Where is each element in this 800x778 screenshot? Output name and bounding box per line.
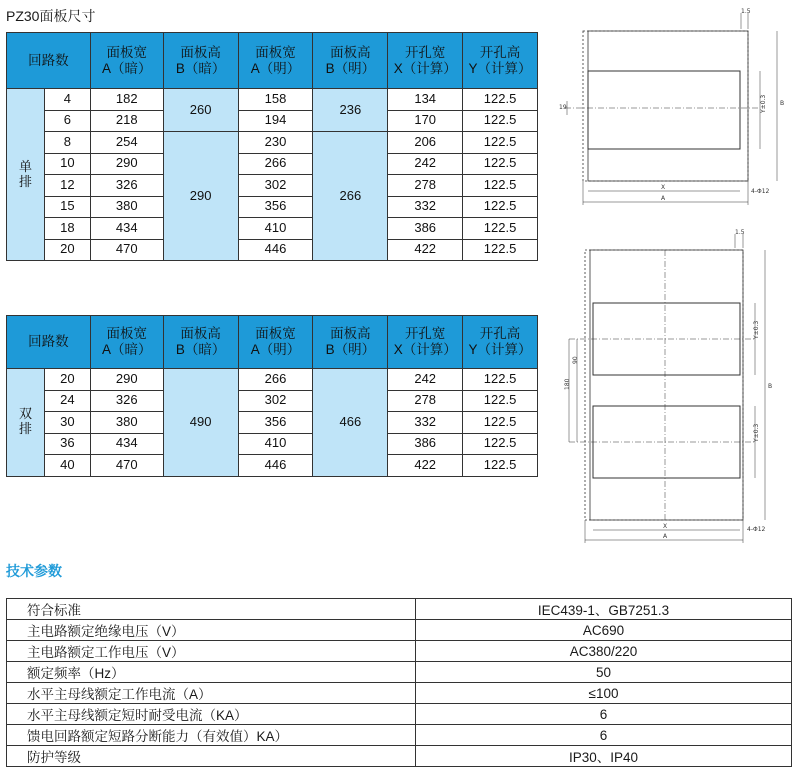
- table-cell: 4: [44, 89, 90, 111]
- header-y-cut: 开孔高 Y（计算）: [463, 316, 538, 369]
- table-cell: 122.5: [463, 455, 538, 477]
- table-cell: 290: [163, 132, 238, 261]
- dim-label: Y±0.3: [753, 423, 760, 442]
- table-cell: 380: [90, 412, 163, 434]
- table-cell: 302: [238, 175, 313, 197]
- table-cell: 122.5: [463, 390, 538, 412]
- table-cell: 386: [388, 218, 463, 240]
- dim-label: Y±0.3: [760, 94, 767, 113]
- table-row: [7, 725, 792, 746]
- single-row-panel-drawing: [555, 5, 790, 215]
- table-cell: 434: [90, 433, 163, 455]
- table-cell: 332: [388, 412, 463, 434]
- table-cell: 15: [44, 196, 90, 218]
- header-a-dark: 面板宽 A（暗）: [90, 33, 163, 89]
- table-cell: 254: [90, 132, 163, 154]
- header-b-open: 面板高 B（明）: [313, 316, 388, 369]
- dim-label: X: [663, 523, 668, 530]
- table-cell: 410: [238, 218, 313, 240]
- table-cell: 470: [90, 455, 163, 477]
- table-cell: 24: [44, 390, 90, 412]
- double-row-label: 双 排: [7, 369, 45, 477]
- table-cell: 182: [90, 89, 163, 111]
- table-cell: 470: [90, 239, 163, 261]
- spec-value: ≤100: [416, 683, 792, 704]
- spec-label: 额定频率（Hz）: [7, 662, 416, 683]
- table-row: [7, 683, 792, 704]
- table-cell: 446: [238, 239, 313, 261]
- table-cell: 380: [90, 196, 163, 218]
- spec-label: 水平主母线额定工作电流（A）: [7, 683, 416, 704]
- table-row: [7, 662, 792, 683]
- dim-label: B: [780, 100, 785, 107]
- table-cell: 40: [44, 455, 90, 477]
- table-cell: 278: [388, 390, 463, 412]
- table-cell: 158: [238, 89, 313, 111]
- tech-params-title: 技术参数: [6, 563, 62, 579]
- tech-params-table: [6, 598, 792, 767]
- double-row-dimension-table: [6, 315, 538, 477]
- header-b-open: 面板高 B（明）: [313, 33, 388, 89]
- header-x-cut: 开孔宽 X（计算）: [388, 33, 463, 89]
- table-cell: 122.5: [463, 175, 538, 197]
- table-cell: 278: [388, 175, 463, 197]
- table-cell: 170: [388, 110, 463, 132]
- spec-value: AC380/220: [416, 641, 792, 662]
- table-cell: 6: [44, 110, 90, 132]
- table-cell: 18: [44, 218, 90, 240]
- table-row: [7, 704, 792, 725]
- table-cell: 206: [388, 132, 463, 154]
- table-cell: 434: [90, 218, 163, 240]
- header-circuits: 回路数: [7, 33, 91, 89]
- spec-label: 馈电回路额定短路分断能力（有效值）KA）: [7, 725, 416, 746]
- spec-value: IP30、IP40: [416, 746, 792, 767]
- table-cell: 122.5: [463, 218, 538, 240]
- table-cell: 10: [44, 153, 90, 175]
- table-row: [7, 641, 792, 662]
- dim-label: 4-Φ12: [747, 526, 766, 533]
- table-cell: 242: [388, 153, 463, 175]
- table-row: [7, 746, 792, 767]
- table-cell: 134: [388, 89, 463, 111]
- header-b-dark: 面板高 B（暗）: [163, 33, 238, 89]
- spec-label: 水平主母线额定短时耐受电流（KA）: [7, 704, 416, 725]
- table-row: [7, 620, 792, 641]
- dim-label: A: [661, 195, 666, 202]
- spec-label: 主电路额定绝缘电压（V）: [7, 620, 416, 641]
- table-cell: 236: [313, 89, 388, 132]
- table-cell: 326: [90, 390, 163, 412]
- dim-label: 1.5: [741, 8, 751, 15]
- spec-value: AC690: [416, 620, 792, 641]
- dim-label: 90: [572, 356, 579, 364]
- table-cell: 332: [388, 196, 463, 218]
- dim-label: Y±0.3: [753, 320, 760, 339]
- table-cell: 122.5: [463, 153, 538, 175]
- double-row-panel-drawing: [555, 228, 790, 548]
- single-row-dimension-table: [6, 32, 538, 261]
- spec-value: 50: [416, 662, 792, 683]
- header-b-dark: 面板高 B（暗）: [163, 316, 238, 369]
- table-cell: 490: [163, 369, 238, 477]
- table-cell: 266: [238, 153, 313, 175]
- spec-value: 6: [416, 704, 792, 725]
- table-cell: 122.5: [463, 412, 538, 434]
- table-cell: 290: [90, 153, 163, 175]
- table-cell: 422: [388, 239, 463, 261]
- table-cell: 386: [388, 433, 463, 455]
- table-cell: 30: [44, 412, 90, 434]
- table-cell: 230: [238, 132, 313, 154]
- table-cell: 194: [238, 110, 313, 132]
- dim-label: 4-Φ12: [751, 188, 770, 195]
- table-cell: 12: [44, 175, 90, 197]
- spec-label: 主电路额定工作电压（V）: [7, 641, 416, 662]
- header-a-dark: 面板宽 A（暗）: [90, 316, 163, 369]
- table-cell: 356: [238, 412, 313, 434]
- table-cell: 20: [44, 239, 90, 261]
- table-cell: 466: [313, 369, 388, 477]
- header-a-open: 面板宽 A（明）: [238, 316, 313, 369]
- table-cell: 8: [44, 132, 90, 154]
- dim-label: A: [663, 533, 668, 540]
- table-cell: 266: [238, 369, 313, 391]
- header-circuits: 回路数: [7, 316, 91, 369]
- table-cell: 302: [238, 390, 313, 412]
- table-cell: 122.5: [463, 239, 538, 261]
- dim-label: 19: [559, 104, 567, 111]
- table-cell: 122.5: [463, 369, 538, 391]
- spec-value: IEC439-1、GB7251.3: [416, 599, 792, 620]
- table-cell: 242: [388, 369, 463, 391]
- table-cell: 122.5: [463, 89, 538, 111]
- table-row: [7, 599, 792, 620]
- table-cell: 446: [238, 455, 313, 477]
- table-cell: 422: [388, 455, 463, 477]
- header-x-cut: 开孔宽 X（计算）: [388, 316, 463, 369]
- table-cell: 122.5: [463, 132, 538, 154]
- table-cell: 20: [44, 369, 90, 391]
- table-cell: 218: [90, 110, 163, 132]
- dim-label: 1.5: [735, 229, 745, 236]
- table-cell: 410: [238, 433, 313, 455]
- header-y-cut: 开孔高 Y（计算）: [463, 33, 538, 89]
- table-cell: 36: [44, 433, 90, 455]
- header-a-open: 面板宽 A（明）: [238, 33, 313, 89]
- table-cell: 122.5: [463, 110, 538, 132]
- dim-label: 180: [564, 378, 571, 390]
- table-cell: 326: [90, 175, 163, 197]
- single-row-label: 单 排: [7, 89, 45, 261]
- table-cell: 266: [313, 132, 388, 261]
- dim-label: B: [768, 383, 773, 390]
- table-cell: 290: [90, 369, 163, 391]
- page-title: PZ30面板尺寸: [6, 8, 96, 24]
- dim-label: X: [661, 184, 666, 191]
- table-cell: 122.5: [463, 433, 538, 455]
- spec-label: 防护等级: [7, 746, 416, 767]
- spec-label: 符合标准: [7, 599, 416, 620]
- spec-value: 6: [416, 725, 792, 746]
- table-cell: 122.5: [463, 196, 538, 218]
- table-cell: 260: [163, 89, 238, 132]
- table-cell: 356: [238, 196, 313, 218]
